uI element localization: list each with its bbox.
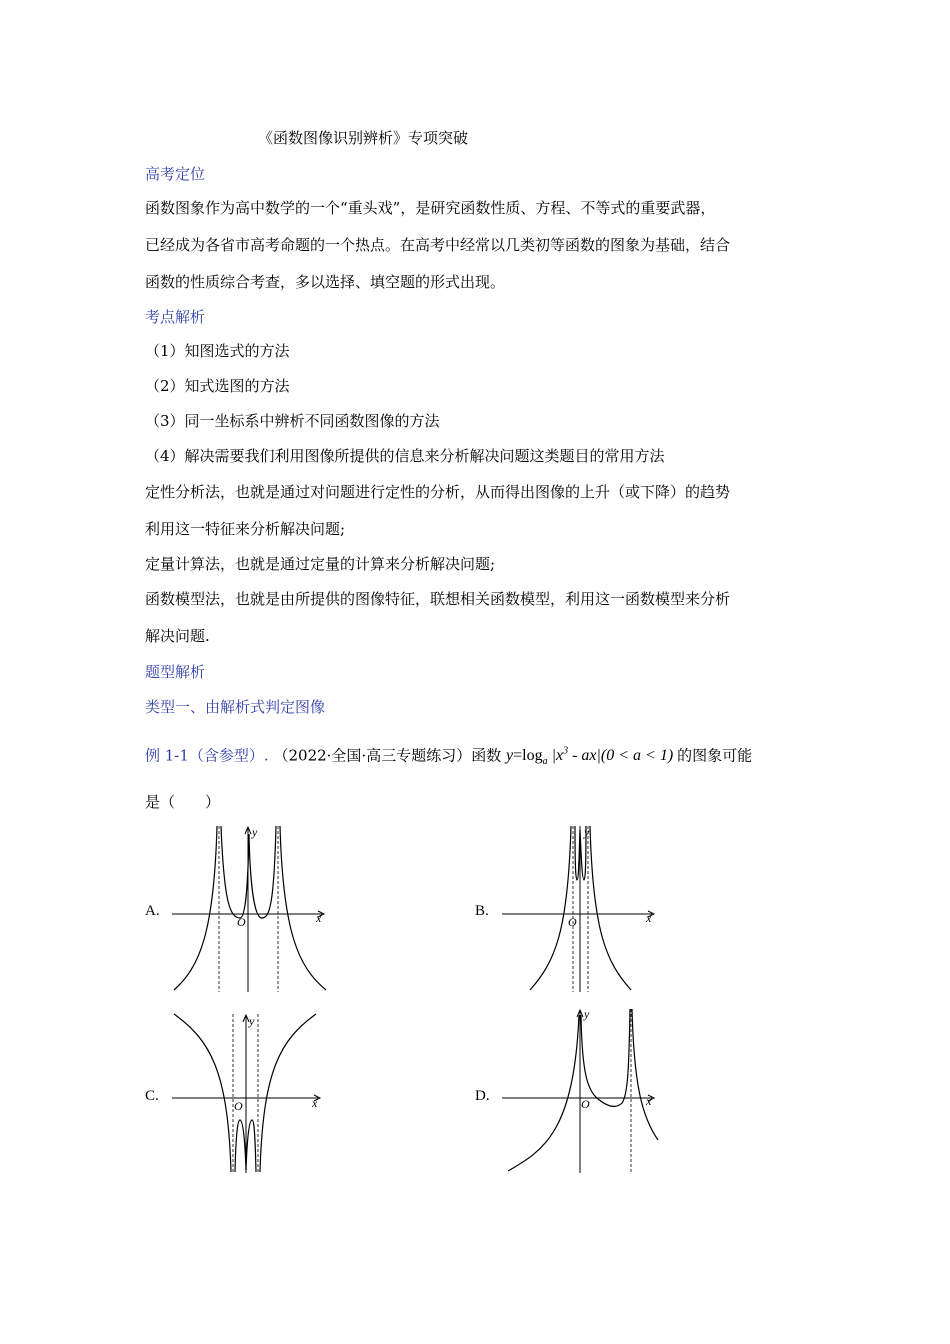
curve	[260, 1014, 316, 1172]
paragraph-line: 利用这一特征来分析解决问题;	[145, 520, 346, 538]
option-b-graph[interactable]	[500, 822, 660, 994]
option-a-graph[interactable]	[170, 822, 330, 994]
paragraph-line: 定性分析法，也就是通过对问题进行定性的分析，从而得出图像的上升（或下降）的趋势	[145, 483, 731, 501]
option-c-label[interactable]: C.	[145, 1088, 159, 1104]
y-axis-label: y	[584, 825, 590, 839]
list-item: （2）知式选图的方法	[145, 377, 290, 395]
curve	[575, 826, 580, 880]
curve	[508, 1015, 579, 1171]
paragraph-line: 函数图象作为高中数学的一个“重头戏”，是研究函数性质、方程、不等式的重要武器，	[145, 199, 716, 217]
paragraph-line: 定量计算法，也就是通过定量的计算来分析解决问题;	[145, 555, 496, 573]
curve	[590, 826, 631, 990]
option-c-graph[interactable]	[170, 1010, 330, 1175]
curve	[174, 826, 217, 990]
list-item: （1）知图选式的方法	[145, 342, 290, 360]
curve	[221, 826, 249, 918]
section-heading-positioning: 高考定位	[145, 165, 206, 183]
y-axis-label: y	[584, 1007, 590, 1021]
curve	[632, 1009, 658, 1140]
origin-label: O	[568, 915, 577, 929]
option-d-label[interactable]: D.	[475, 1088, 490, 1104]
section-heading-analysis: 考点解析	[145, 308, 206, 326]
example-label: 例 1-1（含参型）.	[145, 746, 269, 765]
option-b-label[interactable]: B.	[475, 903, 489, 919]
curve	[235, 1120, 246, 1172]
curve	[246, 1120, 256, 1172]
x-axis-label: x	[646, 911, 652, 925]
curve	[530, 826, 571, 990]
x-axis-label: x	[316, 911, 322, 925]
example-source: （2022·全国·高三专题练习）函数	[273, 746, 502, 765]
paragraph-line: 已经成为各省市高考命题的一个热点。在高考中经常以几类初等函数的图象为基础，结合	[145, 236, 731, 254]
function-formula: $y=\log_a$ $|x^3 - ax|(0 < a < 1)$	[505, 746, 674, 768]
x-axis-label: x	[646, 1094, 652, 1108]
curve	[249, 826, 276, 918]
y-axis-label: y	[249, 1014, 255, 1028]
paragraph-line: 函数模型法，也就是由所提供的图像特征，联想相关函数模型，利用这一函数模型来分析	[145, 590, 731, 608]
curve	[280, 826, 326, 990]
origin-label: O	[237, 915, 246, 929]
origin-label: O	[581, 1097, 590, 1111]
x-axis-label: x	[312, 1096, 318, 1110]
curve	[581, 1009, 630, 1106]
curve	[174, 1014, 231, 1172]
example-tail: 的图象可能	[677, 746, 753, 765]
type-heading: 类型一、由解析式判定图像	[145, 698, 326, 716]
option-d-graph[interactable]	[500, 1005, 660, 1175]
page-title: 《函数图像识别辨析》专项突破	[258, 129, 469, 147]
list-item: （3）同一坐标系中辨析不同函数图像的方法	[145, 412, 440, 430]
paragraph-line: 函数的性质综合考查，多以选择、填空题的形式出现。	[145, 273, 506, 291]
example-question	[145, 742, 752, 773]
origin-label: O	[234, 1099, 243, 1113]
y-axis-label: y	[252, 825, 258, 839]
list-item: （4）解决需要我们利用图像所提供的信息来分析解决问题这类题目的常用方法	[145, 447, 665, 465]
example-question-cont: 是（ ）	[145, 793, 221, 811]
option-a-label[interactable]: A.	[145, 903, 160, 919]
paragraph-line: 解决问题.	[145, 627, 210, 645]
section-heading-types: 题型解析	[145, 663, 206, 681]
